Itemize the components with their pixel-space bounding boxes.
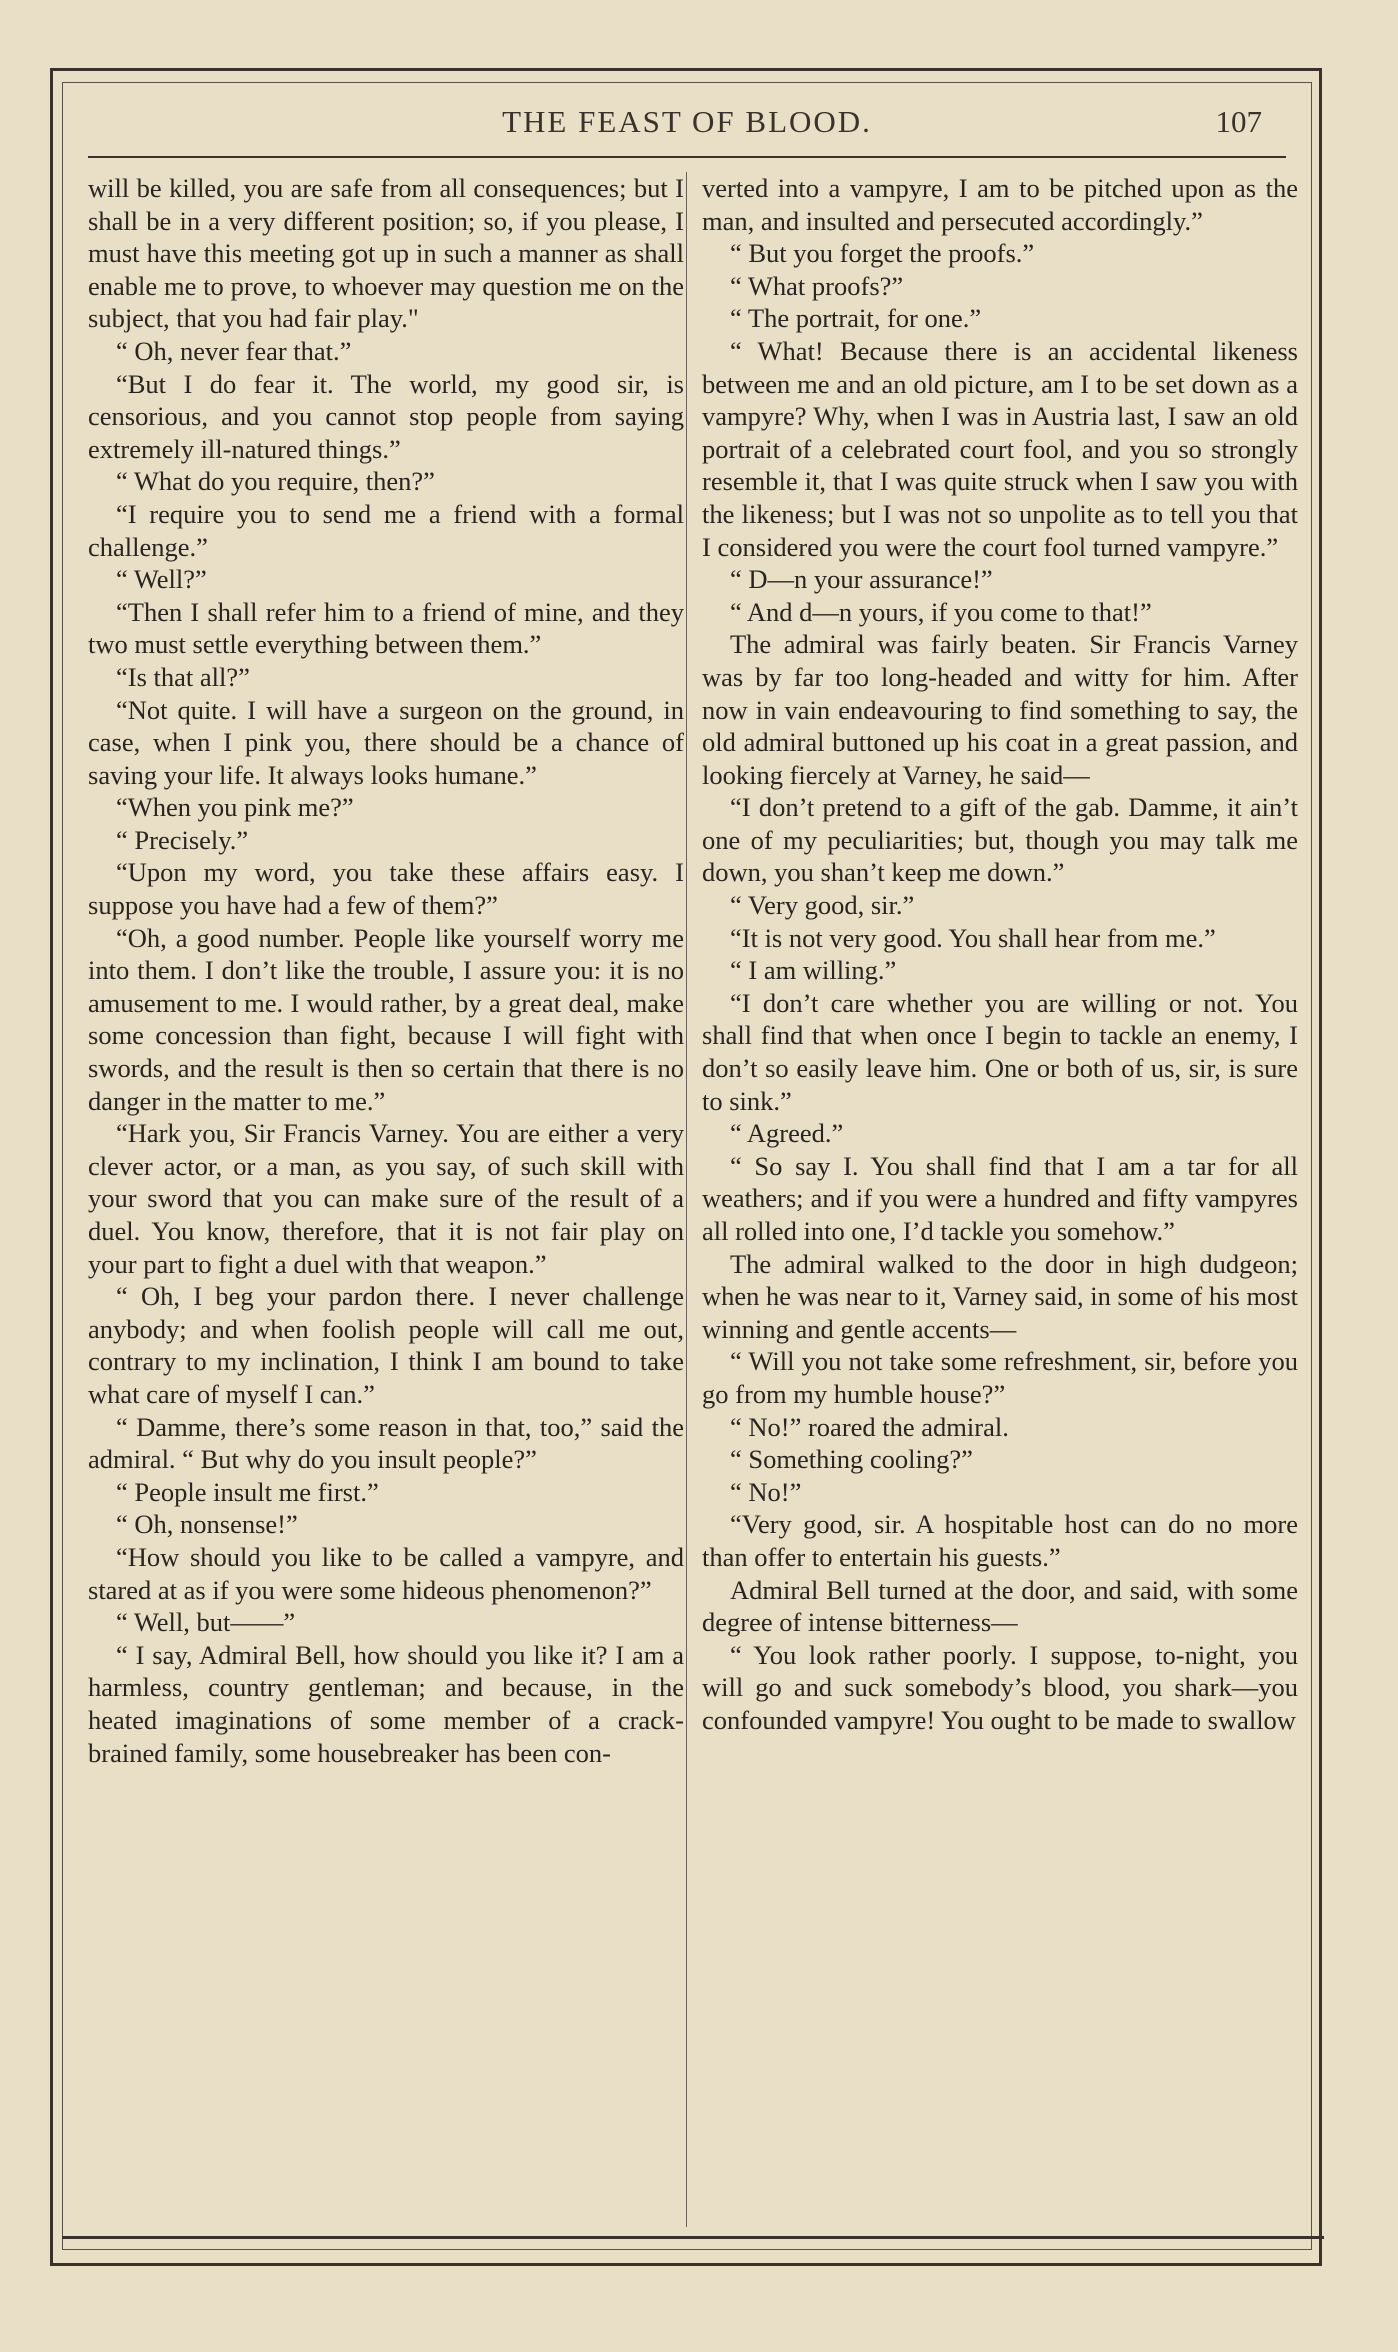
- paragraph: “Upon my word, you take these affairs easy. I suppose you have had a few of them?”: [88, 857, 684, 921]
- paragraph: “ The portrait, for one.”: [730, 303, 982, 334]
- paragraph: “Is that all?”: [116, 661, 250, 692]
- page-number: 107: [1215, 104, 1262, 139]
- paragraph: “ I say, Admiral Bell, how should you like it? I am a harmless, country gentleman; and because, in the heated imaginations of some member of a crack-brained family, some housebreaker has been con-: [88, 1639, 684, 1768]
- paragraph: verted into a vampyre, I am to be pitched upon as the man, and insulted and persecuted accordingly.”: [702, 173, 1298, 236]
- running-head: [62, 104, 1312, 144]
- paragraph: “Very good, sir. A hospitable host can do no more than offer to entertain his guests.”: [702, 1509, 1298, 1572]
- paragraph: “ Precisely.”: [116, 824, 249, 855]
- paragraph: “ So say I. You shall find that I am a tar for all weathers; and if you were a hundred and fifty vampyres all rolled into one, I’d tackle you somehow.”: [702, 1150, 1298, 1246]
- paragraph: “It is not very good. You shall hear from me.”: [730, 922, 1216, 953]
- bottom-rule: [62, 2236, 1324, 2239]
- paragraph: “I don’t care whether you are willing or not. You shall find that when once I begin to tackle an enemy, I don’t so easily leave him. One or both of us, sir, is sure to sink.”: [702, 987, 1298, 1116]
- paragraph: “ Oh, nonsense!”: [116, 1509, 298, 1540]
- paragraph: “ Very good, sir.”: [730, 890, 915, 921]
- paragraph: Admiral Bell turned at the door, and said, with some degree of intense bitterness—: [702, 1574, 1298, 1638]
- paragraph: “ Will you not take some refreshment, sir, before you go from my humble house?”: [702, 1346, 1298, 1409]
- paragraph: “ Something cooling?”: [730, 1444, 973, 1475]
- paragraph: “ No!” roared the admiral.: [730, 1411, 1009, 1442]
- paragraph: “I require you to send me a friend with a formal challenge.”: [88, 498, 684, 562]
- paragraph: “ What proofs?”: [730, 270, 904, 301]
- paragraph: “ I am willing.”: [730, 955, 897, 986]
- paragraph: “ What do you require, then?”: [116, 466, 435, 497]
- paragraph: “ Well, but——”: [116, 1607, 296, 1638]
- right-column: [702, 172, 1298, 2232]
- paragraph: “ Damme, there’s some reason in that, too,” said the admiral. “ But why do you insult people?”: [88, 1411, 684, 1475]
- paragraph: “I don’t pretend to a gift of the gab. Damme, it ain’t one of my peculiarities; but, though you may talk me down, you shan’t keep me down.”: [702, 792, 1298, 888]
- paragraph: “How should you like to be called a vampyre, and stared at as if you were some hideous phenomenon?”: [88, 1541, 684, 1605]
- paragraph: The admiral was fairly beaten. Sir Francis Varney was by far too long-headed and witty for him. After now in vain endeavouring to find something to say, the old admiral buttoned up his coat in a great passion, and looking fiercely at Varney, he said—: [702, 629, 1298, 790]
- paragraph: “Then I shall refer him to a friend of mine, and they two must settle everything between them.”: [88, 596, 684, 660]
- paragraph: “ Agreed.”: [730, 1118, 844, 1149]
- paragraph: The admiral walked to the door in high dudgeon; when he was near to it, Varney said, in some of his most winning and gentle accents—: [702, 1248, 1298, 1344]
- column-rule: [686, 172, 687, 2227]
- paragraph: “ Oh, I beg your pardon there. I never challenge anybody; and when foolish people will call me out, contrary to my inclination, I think I am bound to take what care of myself I can.”: [88, 1281, 684, 1409]
- header-rule: [88, 156, 1286, 158]
- paragraph: “But I do fear it. The world, my good sir, is censorious, and you cannot stop people from saying extremely ill-natured things.”: [88, 368, 684, 464]
- paragraph: “ Well?”: [116, 564, 207, 595]
- running-title: THE FEAST OF BLOOD.: [502, 104, 872, 139]
- paragraph: “ But you forget the proofs.”: [730, 238, 1035, 269]
- paragraph: “ And d—n yours, if you come to that!”: [730, 596, 1152, 627]
- paragraph: “ Oh, never fear that.”: [116, 335, 352, 366]
- paragraph: will be killed, you are safe from all consequences; but I shall be in a very different position; so, if you please, I must have this meeting got up in such a manner as shall enable me to prove, to whoever may question me on the subject, that you had fair play.": [88, 173, 684, 334]
- paragraph: “Not quite. I will have a surgeon on the ground, in case, when I pink you, there should be a chance of saving your life. It always looks humane.”: [88, 694, 684, 790]
- paragraph: “ D—n your assurance!”: [730, 564, 993, 595]
- paragraph: “Hark you, Sir Francis Varney. You are either a very clever actor, or a man, as you say, of such skill with your sword that you can make sure of the result of a duel. You know, therefore, that it is not fair play on your part to fight a duel with that weapon.”: [88, 1118, 684, 1279]
- paragraph: “When you pink me?”: [116, 792, 354, 823]
- paragraph: “ No!”: [730, 1476, 802, 1507]
- paragraph: “ What! Because there is an accidental likeness between me and an old picture, am I to be set down as a vampyre? Why, when I was in Austria last, I saw an old portrait of a celebrated court fool, and you so strongly resemble it, that I was quite struck when I saw you with the likeness; but I was not so unpolite as to tell you that I considered you were the court fool turned vampyre.”: [702, 335, 1298, 562]
- paragraph: “ You look rather poorly. I suppose, to-night, you will go and suck somebody’s blood, you shark—you confounded vampyre! You ought to be made to swallow: [702, 1639, 1298, 1735]
- left-column: [88, 172, 684, 2232]
- paragraph: “ People insult me first.”: [116, 1476, 379, 1507]
- paragraph: “Oh, a good number. People like yourself worry me into them. I don’t like the trouble, I assure you: it is no amusement to me. I would rather, by a great deal, make some concession than fight, because I will fight with swords, and the result is then so certain that there is no danger in the matter to me.”: [88, 922, 684, 1116]
